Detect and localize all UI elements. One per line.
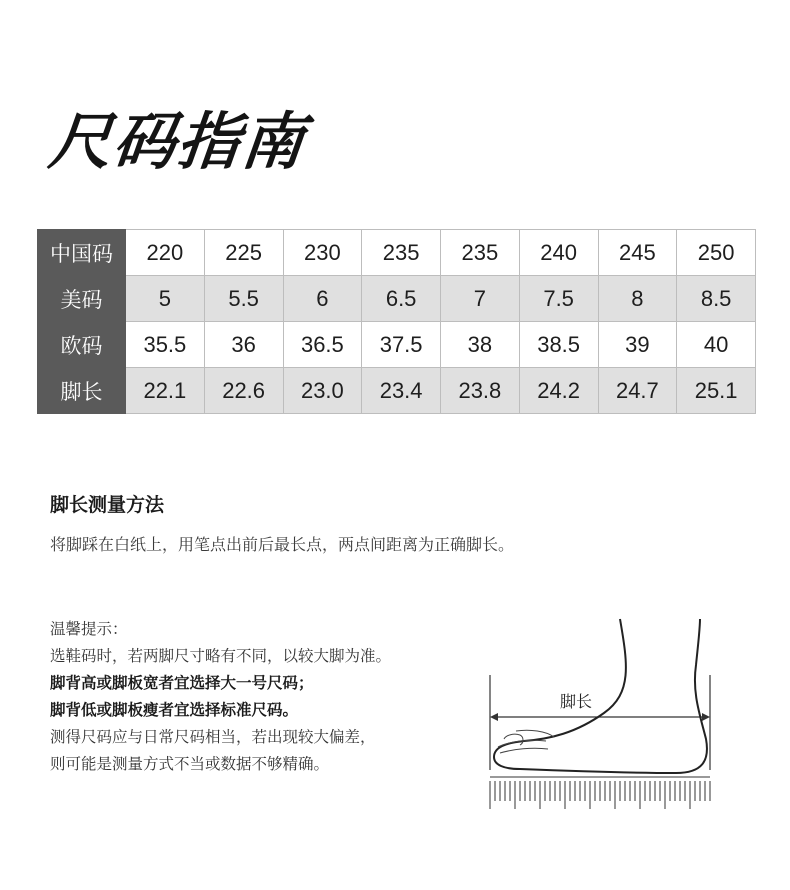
cell: 230 — [283, 230, 362, 276]
cell: 235 — [362, 230, 441, 276]
table-row — [38, 322, 756, 368]
cell: 40 — [677, 322, 756, 368]
ruler-ticks — [490, 781, 710, 809]
cell: 22.1 — [126, 368, 205, 414]
toe-line — [500, 748, 548, 753]
row-label-cn: 中国码 — [38, 230, 126, 276]
foot-outline — [494, 619, 707, 773]
cell: 39 — [598, 322, 677, 368]
table-row — [38, 276, 756, 322]
cell: 250 — [677, 230, 756, 276]
row-label-us: 美码 — [38, 276, 126, 322]
cell: 245 — [598, 230, 677, 276]
cell: 5.5 — [204, 276, 283, 322]
measure-description: 将脚踩在白纸上，用笔点出前后最长点，两点间距离为正确脚长。 — [50, 535, 515, 554]
cell: 24.2 — [519, 368, 598, 414]
cell: 36.5 — [283, 322, 362, 368]
cell: 36 — [204, 322, 283, 368]
cell: 235 — [441, 230, 520, 276]
tips-heading: 温馨提示： — [50, 620, 128, 638]
table-row — [38, 230, 756, 276]
cell: 225 — [204, 230, 283, 276]
tip-line: 选鞋码时，若两脚尺寸略有不同，以较大脚为准。 — [50, 647, 392, 665]
cell: 38.5 — [519, 322, 598, 368]
tips-block — [50, 616, 480, 778]
cell: 23.8 — [441, 368, 520, 414]
cell: 37.5 — [362, 322, 441, 368]
cell: 23.4 — [362, 368, 441, 414]
arrow-right-head — [702, 713, 710, 721]
cell: 5 — [126, 276, 205, 322]
table-row — [38, 368, 756, 414]
cell: 38 — [441, 322, 520, 368]
cell: 22.6 — [204, 368, 283, 414]
cell: 7.5 — [519, 276, 598, 322]
cell: 23.0 — [283, 368, 362, 414]
cell: 240 — [519, 230, 598, 276]
cell: 8 — [598, 276, 677, 322]
cell: 7 — [441, 276, 520, 322]
cell: 220 — [126, 230, 205, 276]
tip-line: 测得尺码应与日常尺码相当，若出现较大偏差， — [50, 728, 376, 746]
size-chart-table — [37, 229, 756, 414]
row-label-foot-length: 脚长 — [38, 368, 126, 414]
cell: 6.5 — [362, 276, 441, 322]
arrow-left-head — [490, 713, 498, 721]
row-label-eu: 欧码 — [38, 322, 126, 368]
foot-measure-diagram — [480, 605, 720, 815]
tip-line: 则可能是测量方式不当或数据不够精确。 — [50, 755, 330, 773]
page-title: 尺码指南 — [45, 105, 310, 178]
cell: 24.7 — [598, 368, 677, 414]
tip-line: 脚背高或脚板宽者宜选择大一号尺码； — [50, 674, 314, 692]
cell: 8.5 — [677, 276, 756, 322]
cell: 6 — [283, 276, 362, 322]
tip-line: 脚背低或脚板瘦者宜选择标准尺码。 — [50, 701, 299, 719]
foot-length-label: 脚长 — [560, 692, 593, 711]
measure-title: 脚长测量方法 — [50, 494, 165, 516]
cell: 25.1 — [677, 368, 756, 414]
cell: 35.5 — [126, 322, 205, 368]
